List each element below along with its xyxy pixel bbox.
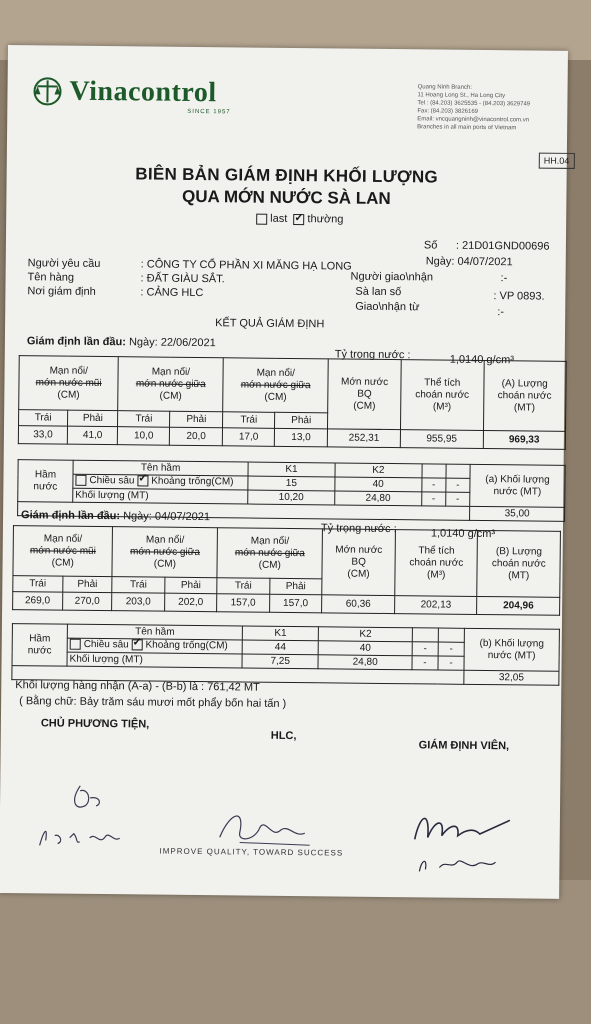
first-mass-k1: 10,20 [248,490,335,505]
gap-checkbox[interactable] [137,476,148,487]
second-avg-draft: 60,36 [322,595,395,614]
left-header: Trái [13,576,63,593]
header-text: choán nước [491,557,546,570]
first-col-avg [328,359,402,430]
logo-since: SINCE 1957 [187,108,231,116]
right-header: Phải [165,577,218,594]
result-title: KẾT QUẢ GIÁM ĐỊNH [215,317,325,331]
left-header: Trái [112,577,165,594]
second-bow-right: 270,0 [62,592,112,611]
right-header: Phải [269,578,322,595]
requester-label: Người yêu cầu [27,257,101,270]
document-title: BIÊN BẢN GIÁM ĐỊNH KHỐI LƯỢNG [135,164,439,187]
second-stern-right: 157,0 [269,594,322,613]
gap-label: Khoảng trống(CM) [151,476,234,488]
extra-col-header [446,464,470,478]
depth-checkbox[interactable] [70,639,81,650]
header-text: Hầm [34,468,57,481]
k1-header: K1 [242,626,318,641]
hold-water-label [12,624,67,667]
first-mid-right: 20,0 [170,427,223,446]
header-text: (CM) [347,568,370,580]
header-text: Mạn nổi/ [49,364,89,377]
header-text: mớn nước mũi [29,544,96,557]
first-survey-date: Ngày: 22/06/2021 [128,336,216,350]
depth-label: Chiều sâu [83,639,129,651]
empty-cell: - [446,478,470,492]
header-text: nước (MT) [487,649,536,662]
header-text: choán nước [497,389,552,402]
mass-row-label: Khối lượng (MT) [73,488,248,504]
deliverer-value: :- [500,272,508,285]
empty-cell: - [422,478,446,492]
second-density-value: 1,0140 g/cm³ [430,527,496,541]
first-col-bow [19,356,119,411]
header-text: mớn nước giữa [135,377,206,390]
first-col-stern [223,358,328,413]
k2-header: K2 [319,627,413,642]
second-mid-right: 202,0 [164,593,217,612]
header-text: (CM) [159,390,182,402]
header-text: Thể tích [418,544,455,557]
second-survey-header [21,509,210,523]
second-col-disp [477,530,560,597]
header-text: Mạn nổi/ [250,535,290,547]
company-logo [29,75,216,109]
right-header: Phải [170,411,223,428]
header-text: (CM) [353,400,376,412]
deliverer-label: Người giao\nhận [350,270,434,284]
second-col-mid [112,527,217,578]
empty-cell: - [446,492,470,506]
logo-text: Vinacontrol [69,75,217,109]
first-depth-k1: 15 [248,476,335,491]
document-sheet [0,45,568,899]
extra-col-header [422,464,446,478]
barge-label: Sà lan số [355,285,402,299]
header-text: choán nước [415,388,470,401]
first-displacement: 969,33 [483,430,566,449]
branch-line: Email: vncquangninh@vinacontrol.com.vn [417,116,530,124]
hlc-signature-label: HLC, [270,729,297,743]
header-text: Mạn nổi/ [43,532,83,545]
hold-water-label [18,460,73,503]
second-hold-table [11,623,560,686]
second-draft-table [12,525,561,616]
header-text: Mớn nước [335,543,383,556]
header-text: choán nước [409,556,464,569]
second-water-mass-label [464,628,559,671]
last-label: last [270,212,288,225]
second-col-stern [217,528,322,579]
first-stern-left: 17,0 [223,428,275,447]
header-text: Mớn nước [341,376,389,388]
header-text: (CM) [264,391,287,403]
type-options [256,213,343,226]
header-text: mớn nước giữa [234,546,305,559]
second-density-label: Tỷ trọng nước : [320,522,397,536]
depth-checkbox[interactable] [75,475,86,486]
background-floor [0,880,591,1024]
report-date: Ngày: 04/07/2021 [425,255,513,269]
left-header: Trái [223,412,275,429]
second-water-mass-value: 32,05 [464,670,559,685]
header-text: nước [33,480,58,493]
header-text: (b) Khối lượng [479,637,545,650]
header-text: Mạn nổi/ [145,533,185,546]
second-survey-date: Ngày: 04/07/2021 [123,510,211,524]
branch-line: Tel : (84.203) 3625535 - (84.203) 3629749 [417,100,531,108]
second-mass-k2: 24,80 [318,655,412,670]
first-col-disp [483,360,566,431]
header-text: nước (MT) [493,485,542,498]
first-density-label: Tỷ trọng nước : [334,348,411,362]
second-depth-k1: 44 [242,640,318,655]
right-header: Phải [68,410,118,427]
header-text: (M³) [432,400,452,413]
second-col-vol [395,530,478,597]
hlc-signature [210,802,331,853]
place-value: : CẢNG HLC [140,286,204,300]
k2-header: K2 [335,463,422,478]
second-stern-left: 157,0 [217,594,270,613]
branch-line: Fax: (84.203) 3826169 [417,108,479,115]
second-col-avg [322,529,396,596]
empty-cell: - [412,656,438,670]
first-survey-label: Giám định lần đầu: [26,335,126,349]
form-code: HH.04 [539,153,575,169]
header-text: BQ [357,388,372,400]
scale-logo-icon [29,76,65,106]
header-text: nước [27,644,52,656]
gap-checkbox[interactable] [131,640,142,651]
second-volume: 202,13 [395,596,478,615]
header-text: Mạn nổi/ [151,366,191,378]
goods-label: Tên hàng [27,271,75,284]
from-label: Giao\nhận từ [355,300,420,314]
branch-line: Quang Ninh Branch: [417,84,472,91]
extra-col-header [438,628,464,642]
left-header: Trái [19,410,68,427]
first-bow-right: 41,0 [67,426,117,445]
second-depth-k2: 40 [318,641,412,656]
first-bow-left: 33,0 [18,426,67,445]
header-text: (M³) [427,568,446,581]
first-mid-left: 10,0 [118,427,170,446]
header-text: mớn nước giữa [240,378,311,391]
footer-slogan: IMPROVE QUALITY, TOWARD SUCCESS [159,846,344,858]
header-text: (CM) [51,556,74,569]
first-survey-header [27,335,216,349]
left-header: Trái [118,411,170,428]
empty-cell: - [412,642,438,656]
first-col-mid [118,357,223,412]
inspector-signature-label: GIÁM ĐỊNH VIÊN, [418,739,510,753]
owner-signature-label: CHỦ PHƯƠNG TIỆN, [40,717,150,731]
header-text: mớn nước giữa [130,545,200,558]
so-label: Số [423,239,438,252]
mass-row-label: Khối lượng (MT) [67,652,242,668]
document-subtitle: QUA MỚN NƯỚC SÀ LAN [181,186,391,209]
header-text: (B) Lượng [495,545,543,558]
from-value: :- [497,306,505,319]
first-draft-table [18,355,567,450]
empty-cell: - [438,656,464,670]
branch-line: Branches in all main ports of Vietnam [417,124,517,132]
last-checkbox[interactable] [256,213,267,224]
summary-line: Khối lượng hàng nhận (A-a) - (B-b) là : 761,42 MT [15,679,260,694]
branch-line: 11 Hoang Long St., Ha Long City [417,92,506,100]
first-density-value: 1,0140 g/cm³ [449,353,514,367]
first-volume: 955,95 [400,430,483,449]
header-text: Thể tích [424,376,461,389]
summary-words: ( Bằng chữ: Bảy trăm sáu mươi mốt phẩy bốn hai tấn ) [19,695,287,710]
normal-label: thường [307,213,344,226]
second-survey-label: Giám định lần đầu: [21,509,121,523]
goods-value: : ĐẤT GIÀU SẮT. [140,272,225,286]
first-water-mass-value: 35,00 [470,506,565,521]
first-depth-k2: 40 [335,477,422,492]
header-text: (MT) [513,401,536,414]
place-label: Nơi giám định [27,285,96,298]
hold-name-header: Tên hầm [73,460,248,476]
first-col-vol [401,360,484,431]
branch-info [417,83,530,132]
header-text: (a) Khối lượng [485,473,550,486]
normal-checkbox[interactable] [293,214,304,225]
second-displacement: 204,96 [477,596,560,615]
left-header: Trái [217,578,270,595]
empty-cell: - [421,492,445,506]
header-text: Hầm [29,632,51,644]
first-water-mass-label [470,464,565,507]
so-value: : 21D01GND00696 [455,239,550,253]
second-mid-left: 203,0 [112,593,165,612]
first-stern-right: 13,0 [274,428,327,447]
right-header: Phải [62,576,112,593]
header-text: mớn nước mũi [35,376,102,389]
requester-value: : CÔNG TY CỔ PHẦN XI MĂNG HẠ LONG [140,258,352,273]
header-text: (CM) [153,558,177,570]
right-header: Phải [275,412,328,429]
k1-header: K1 [248,462,335,477]
owner-signature [30,775,161,856]
first-mass-k2: 24,80 [335,491,422,506]
barge-value: : VP 0893. [493,290,545,303]
header-text: BQ [351,556,366,568]
header-text: (CM) [57,389,80,401]
second-mass-k1: 7,25 [242,654,318,669]
depth-label: Chiều sâu [89,475,135,487]
second-bow-left: 269,0 [13,592,63,611]
header-text: Mạn nổi/ [256,367,296,379]
hold-name-header: Tên hầm [67,624,242,640]
header-text: (MT) [508,569,530,581]
extra-col-header [412,628,438,642]
header-text: (A) Lượng [501,377,548,390]
gap-label: Khoảng trống(CM) [145,640,228,652]
first-avg-draft: 252,31 [327,429,400,448]
second-col-bow [13,526,113,577]
header-text: (CM) [258,559,281,571]
inspector-signature [399,799,530,880]
empty-cell: - [438,642,464,656]
